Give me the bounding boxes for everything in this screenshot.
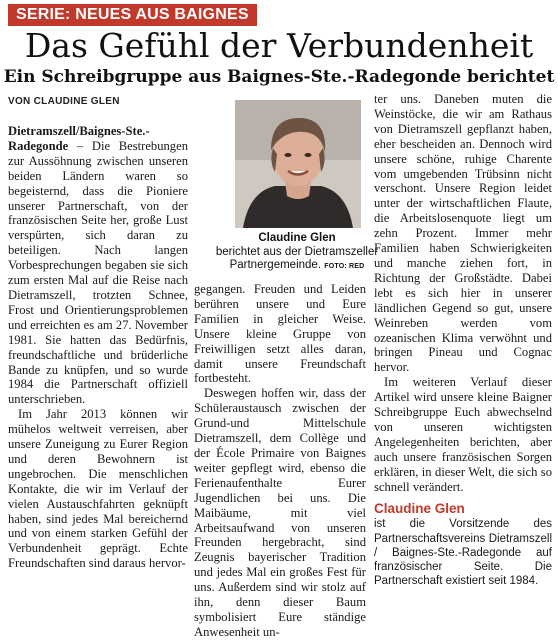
- paragraph-1-text: – Die Bestrebungen zur Aussöhnung zwischen unseren beiden Ländern waren so begeisternd, dass die Pioniere unserer Partnerschaft, von der französischen Seite her, große Lust verspürten, sich daran zu beteiligen. Nach langen Vorbesprechungen begaben sie sich zum ersten Mal auf die Reise nach Dietramszell, trotzten Schnee, Frost und Orientierungsproblemen und erreichten es am 27. November 1981. Sie hatten das Bedürfnis, freundschaftliche und brüderliche Bande zu knüpfen, und so wurde 1984 die Partnerschaft offiziell unterschrieben.: [8, 138, 188, 407]
- paragraph-4: Im weiteren Verlauf dieser Artikel wird unsere kleine Baigner Schreibgruppe Euch abwechselnd von unseren wichtigsten Angelegenheiten berichten, aber auch unsere französischen Sorgen erklären, in dieser Welt, die sich so schnell verändert.: [374, 375, 552, 494]
- infobox-name: Claudine Glen: [374, 501, 465, 517]
- paragraph-2-continued: gegangen. Freuden und Leiden berühren unsere und Eure Familien in gleicher Weise. Unsere kleine Gruppe von Freiwilligen setzt alles daran, damit unsere Freundschaft fortbesteht.: [194, 282, 366, 386]
- paragraph-2: Im Jahr 2013 können wir mühelos weltweit verreisen, aber unsere Zuneigung zu Eurer Region und deren Bewohnern ist ungebrochen. Die menschlichen Kontakte, die wir im Verlauf der vielen Austauschfahrten geknüpft haben, sind jedes Mal bereichernd und von einem starken Gefühl der Verbundenheit geprägt. Echte Freundschaften sind daraus hervor-: [8, 407, 188, 571]
- column-1: [8, 124, 188, 571]
- subheadline: Ein Schreibgruppe aus Baignes-Ste.-Radegonde berichtet: [3, 67, 555, 87]
- column-3: [374, 92, 552, 588]
- series-kicker: SERIE: NEUES AUS BAIGNES: [8, 4, 257, 26]
- dateline: Dietramszell/Baignes-Ste.-Radegonde: [8, 124, 150, 153]
- paragraph-lead: [8, 124, 188, 407]
- paragraph-3-continued: ter uns. Daneben muten die Weinstöcke, die wir am Rathaus von Dietramszell gepflanzt haben, eher bescheiden an. Dennoch wird unsere schöne, ruhige Charente vom umgebenden Trübsinn nicht verschont. Unsere Region leidet unter der wirtschaftlichen Flaute, die Arbeitslosenquote liegt um zehn Prozent. Immer mehr Familien haben Schwierigkeiten und manche ziehen fort, in Richtung der Großstädte. Dabei lebt es sich hier in unserer ländlichen Gegend so gut, unsere Weinreben werden vom ozeanischen Klima verwöhnt und bringen Pineau und Cognac hervor.: [374, 92, 552, 375]
- caption-name: Claudine Glen: [258, 232, 336, 244]
- photo-credit: FOTO: RED: [324, 263, 365, 270]
- paragraph-3: Deswegen hoffen wir, dass der Schüleraustausch zwischen der Grund-und Mittelschule Dietramszell, dem Collège und der École Primaire von Baignes weiter gepflegt wird, ebenso die Ferienaufenthalte Eurer Jugendlichen bei uns. Die Maibäume, mit viel Arbeitsaufwand von unseren Freunden hergebracht, sind Zeugnis bayerischer Tradition und jedes Mal ein großes Fest für uns. Außerdem sind wir stolz auf ihn, denn dieser Baum symbolisiert Eure ständige Anwesenheit un-: [194, 386, 366, 639]
- infobox-text: ist die Vorsitzende des Partnerschaftsvereins Dietramszell / Baignes-Ste.-Radegonde auf französischer Seite. Die Partnerschaft existiert seit 1984.: [374, 518, 552, 588]
- byline: VON CLAUDINE GLEN: [8, 96, 120, 107]
- author-photo: [235, 100, 361, 228]
- photo-caption: [214, 232, 380, 274]
- portrait-image: [235, 100, 361, 228]
- headline: Das Gefühl der Verbundenheit: [24, 26, 534, 65]
- caption-text: berichtet aus der Dietramszeller Partnergemeinde.: [215, 245, 379, 271]
- column-2: [194, 282, 366, 640]
